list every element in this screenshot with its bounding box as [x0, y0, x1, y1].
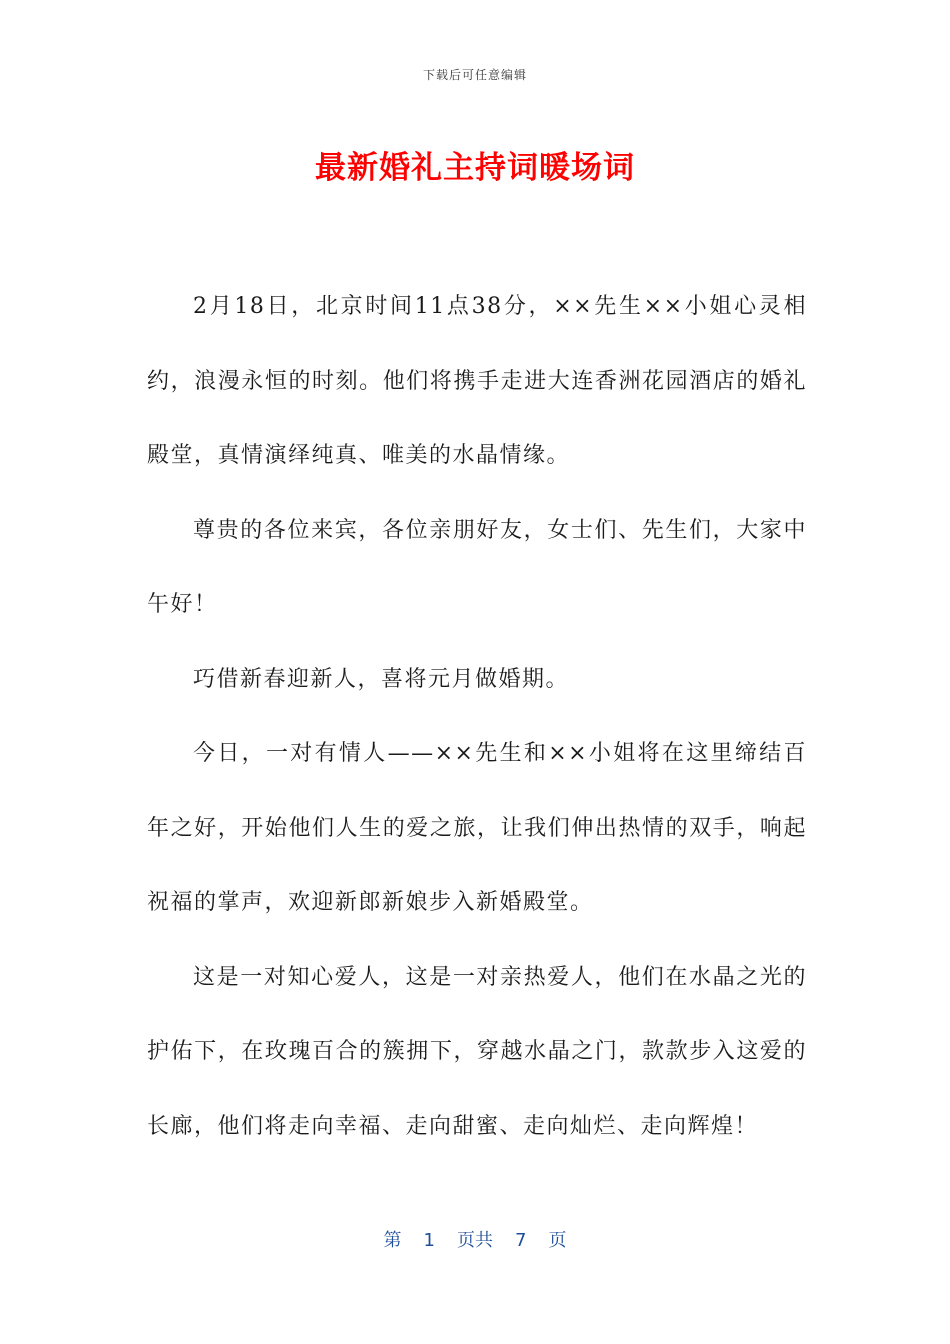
document-title: 最新婚礼主持词暖场词: [315, 150, 635, 186]
paragraph: 这是一对知心爱人，这是一对亲热爱人，他们在水晶之光的护佑下，在玫瑰百合的簇拥下，穿越水晶之门，款款步入这爱的长廊，他们将走向幸福、走向甜蜜、走向灿烂、走向辉煌！: [147, 964, 807, 1139]
paragraph: 尊贵的各位来宾，各位亲朋好友，女士们、先生们，大家中午好！: [147, 517, 807, 617]
document-body: [147, 270, 807, 1164]
paragraph: 今日，一对有情人——××先生和××小姐将在这里缔结百年之好，开始他们人生的爱之旅，让我们伸出热情的双手，响起祝福的掌声，欢迎新郎新娘步入新婚殿堂。: [147, 741, 807, 915]
footer-prefix: 第: [383, 1230, 402, 1251]
footer-total-pages: 7: [515, 1230, 527, 1251]
footer-suffix: 页: [548, 1230, 567, 1251]
header-note: 下载后可任意编辑: [422, 68, 527, 82]
paragraph: 2月18日，北京时间11点38分，××先生××小姐心灵相约，浪漫永恒的时刻。他们将携手走进大连香洲花园酒店的婚礼殿堂，真情演绎纯真、唯美的水晶情缘。: [147, 294, 807, 468]
page-footer: [0, 1226, 950, 1252]
footer-current-page: 1: [423, 1230, 435, 1251]
footer-middle: 页共: [457, 1230, 493, 1251]
paragraph: 巧借新春迎新人，喜将元月做婚期。: [193, 666, 570, 692]
